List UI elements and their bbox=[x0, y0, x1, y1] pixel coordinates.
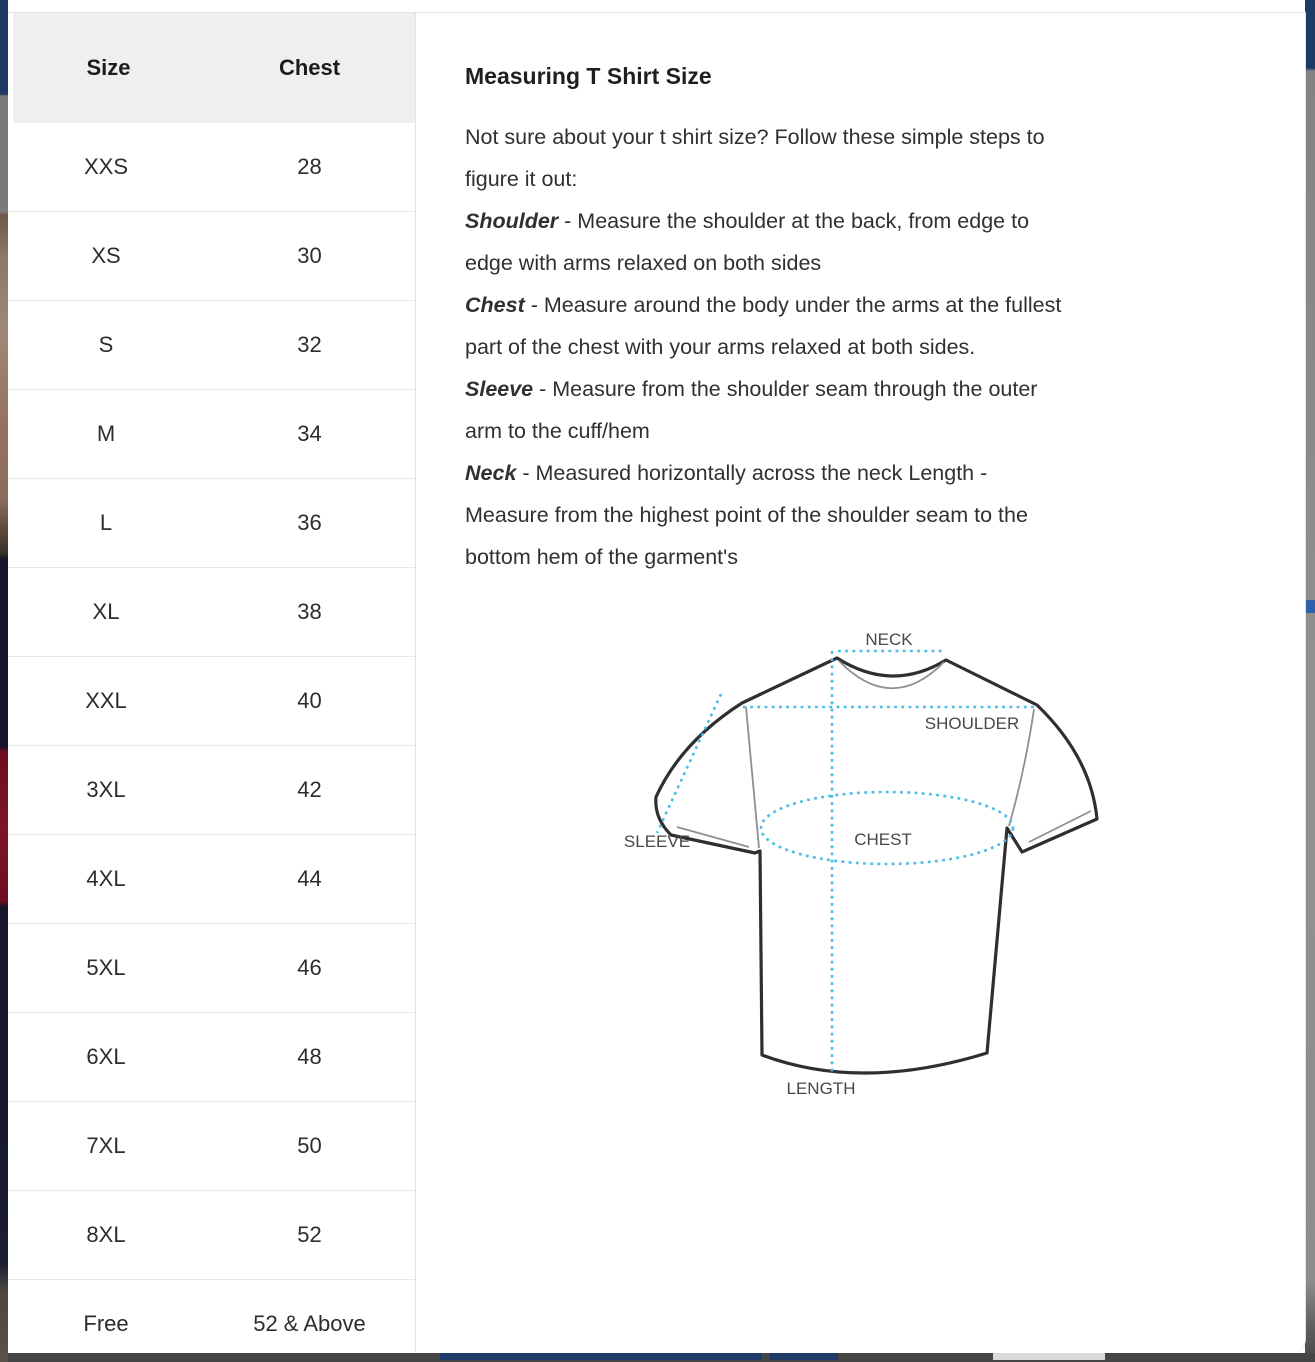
size-chart-table bbox=[8, 13, 416, 1353]
table-row bbox=[8, 1280, 415, 1353]
table-row bbox=[8, 568, 415, 657]
table-row bbox=[8, 212, 415, 301]
size-cell: XL bbox=[92, 599, 120, 624]
chest-cell: 42 bbox=[297, 777, 322, 802]
size-cell: 7XL bbox=[86, 1133, 126, 1158]
background-link-fragment bbox=[1305, 600, 1315, 613]
size-cell: 3XL bbox=[86, 777, 126, 802]
chest-cell: 40 bbox=[297, 688, 322, 713]
guide-text-line: Chest - Measure around the body under the arms at the fullest bbox=[465, 293, 1062, 317]
table-row bbox=[8, 924, 415, 1013]
page-background-left-sliver[interactable] bbox=[0, 0, 8, 1362]
size-cell: XS bbox=[91, 243, 121, 268]
size-cell: XXS bbox=[83, 154, 129, 179]
guide-text-line: figure it out: bbox=[465, 167, 578, 191]
table-row bbox=[8, 835, 415, 924]
size-cell: S bbox=[98, 332, 114, 357]
guide-text-line: edge with arms relaxed on both sides bbox=[465, 251, 822, 275]
measuring-guide-panel bbox=[416, 13, 1305, 1353]
chest-cell: 34 bbox=[297, 421, 322, 446]
tshirt-measurement-diagram bbox=[599, 618, 1159, 1118]
page-background-right-sliver[interactable] bbox=[1305, 0, 1315, 1362]
size-cell: 5XL bbox=[86, 955, 126, 980]
table-row bbox=[8, 657, 415, 746]
guide-title: Measuring T Shirt Size bbox=[465, 63, 712, 89]
table-row bbox=[8, 1191, 415, 1280]
size-cell: Free bbox=[83, 1311, 129, 1336]
size-cell: M bbox=[96, 421, 116, 446]
chest-cell: 38 bbox=[297, 599, 322, 624]
length-label: LENGTH bbox=[786, 1079, 856, 1098]
table-row bbox=[8, 1102, 415, 1191]
size-guide-modal bbox=[8, 12, 1306, 1353]
chest-cell: 52 bbox=[297, 1222, 322, 1247]
chest-cell: 48 bbox=[297, 1044, 322, 1069]
chest-cell: 44 bbox=[297, 866, 322, 891]
table-row bbox=[8, 123, 415, 212]
size-cell: XXL bbox=[85, 688, 127, 713]
guide-text-line: part of the chest with your arms relaxed at both sides. bbox=[465, 335, 976, 359]
shoulder-label: SHOULDER bbox=[924, 714, 1020, 733]
chest-cell: 30 bbox=[297, 243, 322, 268]
column-header-chest: Chest bbox=[278, 55, 341, 80]
size-cell: 8XL bbox=[86, 1222, 126, 1247]
guide-text-line: Measure from the highest point of the shoulder seam to the bbox=[465, 503, 1028, 527]
chest-cell: 32 bbox=[297, 332, 322, 357]
size-cell: L bbox=[99, 510, 113, 535]
guide-text-line: Not sure about your t shirt size? Follow these simple steps to bbox=[465, 125, 1045, 149]
guide-text bbox=[465, 116, 1275, 578]
size-chart-rows bbox=[8, 123, 415, 1353]
table-row bbox=[8, 746, 415, 835]
guide-text-line: bottom hem of the garment's bbox=[465, 545, 738, 569]
tshirt-outline bbox=[656, 658, 1097, 1073]
background-bottom-segment bbox=[770, 1353, 838, 1360]
chest-cell: 36 bbox=[297, 510, 322, 535]
guide-text-line: Sleeve - Measure from the shoulder seam through the outer bbox=[465, 377, 1038, 401]
table-row bbox=[8, 301, 415, 390]
neck-label: NECK bbox=[865, 630, 913, 649]
guide-text-line: arm to the cuff/hem bbox=[465, 419, 650, 443]
guide-text-line: Shoulder - Measure the shoulder at the back, from edge to bbox=[465, 209, 1030, 233]
guide-text-line: Neck - Measured horizontally across the neck Length - bbox=[465, 461, 988, 485]
background-bottom-segment bbox=[993, 1353, 1105, 1360]
chest-cell: 52 & Above bbox=[253, 1311, 366, 1336]
size-chart-header-row bbox=[13, 13, 415, 123]
chest-cell: 28 bbox=[297, 154, 322, 179]
background-bottom-segment bbox=[440, 1353, 762, 1360]
sleeve-label: SLEEVE bbox=[623, 832, 691, 851]
chest-label: CHEST bbox=[854, 830, 912, 849]
chest-cell: 46 bbox=[297, 955, 322, 980]
column-header-size: Size bbox=[86, 55, 131, 80]
table-row bbox=[8, 479, 415, 568]
size-cell: 6XL bbox=[86, 1044, 126, 1069]
chest-cell: 50 bbox=[297, 1133, 322, 1158]
table-row bbox=[8, 1013, 415, 1102]
table-row bbox=[8, 390, 415, 479]
size-cell: 4XL bbox=[86, 866, 126, 891]
page-background-bottom-sliver[interactable] bbox=[8, 1353, 1315, 1362]
